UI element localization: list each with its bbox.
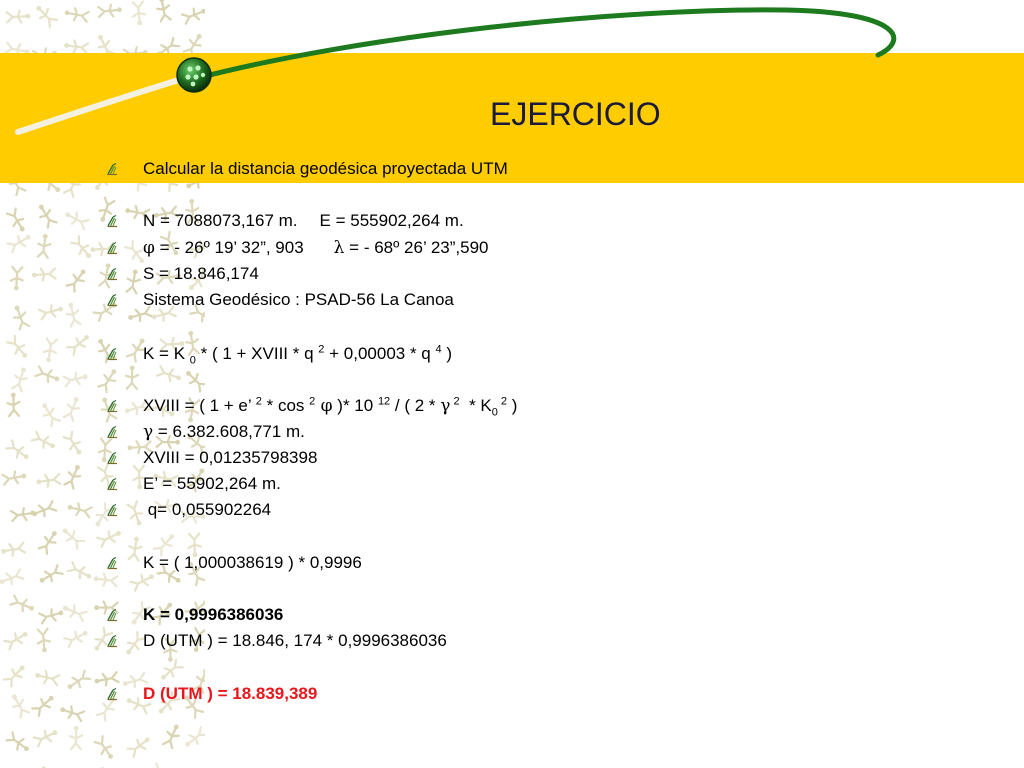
list-item-d-calc	[106, 629, 447, 653]
sheaf-bullet-icon	[106, 241, 120, 255]
lambda-symbol: λ	[333, 238, 345, 258]
sheaf-bullet-icon	[106, 162, 120, 176]
slide-title: EJERCICIO	[490, 96, 661, 132]
gamma-value: = 6.382.608,771 m.	[153, 422, 305, 441]
xviii-formula: XVIII = ( 1 + e’ $^2$ * cos $^2$ φ )* 10 $^{12}$ / ( 2 * γ $^2 * K_0$ $^2$ )	[143, 395, 518, 419]
list-item-q	[106, 498, 271, 522]
s-value: S = 18.846,174	[143, 264, 259, 283]
sheaf-bullet-icon	[106, 503, 120, 517]
sheaf-bullet-icon	[106, 214, 120, 228]
list-item-xviii-value	[106, 446, 317, 470]
phi-symbol: φ	[143, 238, 155, 258]
sheaf-bullet-icon	[106, 347, 120, 361]
east-coordinate: E = 555902,264 m.	[319, 211, 464, 230]
list-item-d-result	[106, 682, 317, 706]
sheaf-bullet-icon	[106, 267, 120, 281]
k-result: K = 0,9996386036	[143, 605, 284, 624]
list-item-xviii-formula	[106, 394, 517, 418]
sheaf-bullet-icon	[106, 556, 120, 570]
list-item-lat-lon	[106, 236, 489, 260]
intro-text: Calcular la distancia geodésica proyectada UTM	[143, 159, 508, 178]
d-result: D (UTM ) = 18.839,389	[143, 684, 318, 703]
list-item-k-calc	[106, 551, 362, 575]
e-prime-value: E’ = 55902,264 m.	[143, 474, 281, 493]
sheaf-bullet-icon	[106, 425, 120, 439]
latitude-value: = - 26º 19’ 32”, 903	[154, 238, 304, 257]
longitude-value: = - 68º 26’ 23”,590	[344, 238, 489, 257]
list-item-intro	[106, 157, 508, 181]
sheaf-bullet-icon	[106, 687, 120, 701]
k-formula: K = K $_0$ * ( 1 + XVIII * q $^2$ + 0,00003 * q $^4$ )	[143, 343, 452, 367]
gamma-symbol: γ	[143, 422, 154, 442]
sheaf-bullet-icon	[106, 293, 120, 307]
sheaf-bullet-icon	[106, 634, 120, 648]
sheaf-bullet-icon	[106, 477, 120, 491]
sistema-text: Sistema Geodésico : PSAD-56 La Canoa	[143, 290, 454, 309]
xviii-value: XVIII = 0,01235798398	[143, 448, 318, 467]
sheaf-bullet-icon	[106, 399, 120, 413]
list-item-e-prime	[106, 472, 281, 496]
q-value: q= 0,055902264	[143, 500, 272, 519]
list-item-k-formula	[106, 342, 452, 366]
k-calculation: K = ( 1,000038619 ) * 0,9996	[143, 553, 362, 572]
list-item-coordinates	[106, 209, 464, 233]
sheaf-bullet-icon	[106, 451, 120, 465]
list-item-k-result	[106, 603, 283, 627]
list-item-s	[106, 262, 259, 286]
list-item-sistema	[106, 288, 454, 312]
list-item-gamma	[106, 420, 305, 444]
north-coordinate: N = 7088073,167 m.	[143, 211, 298, 230]
sheaf-bullet-icon	[106, 608, 120, 622]
d-calculation: D (UTM ) = 18.846, 174 * 0,9996386036	[143, 631, 447, 650]
